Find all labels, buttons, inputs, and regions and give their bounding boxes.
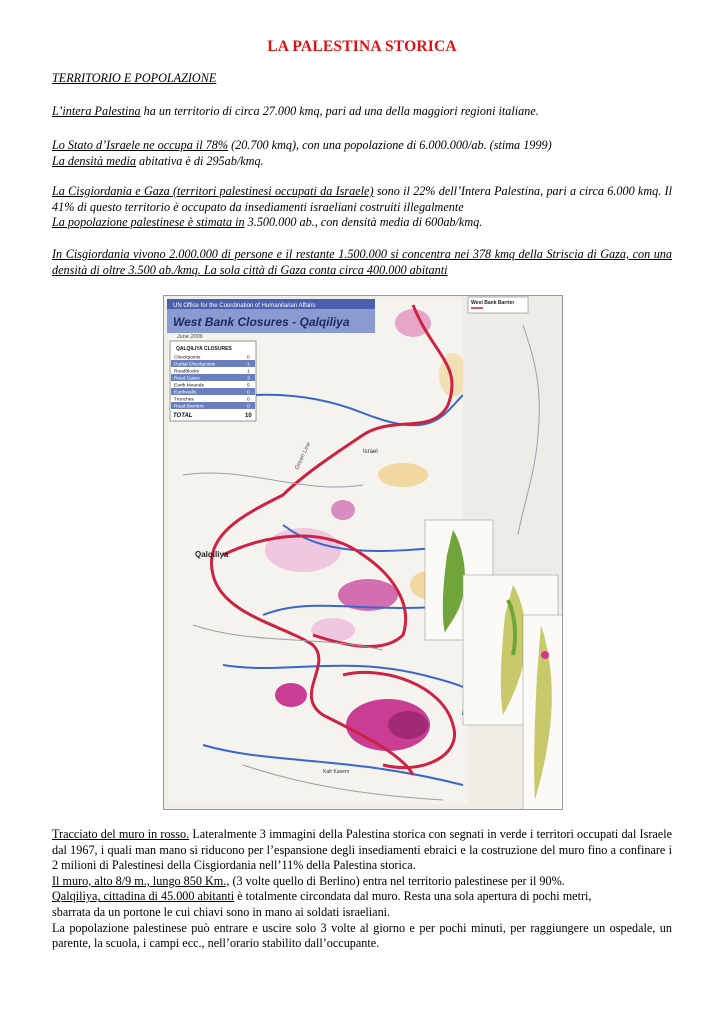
caption-text-3: è totalmente circondata dal muro. Resta una sola apertura di pochi metri,: [234, 889, 592, 904]
section-heading: [52, 71, 672, 87]
caption-text-5: La popolazione palestinese può entrare e uscire solo 3 volte al giorno e per pochi minuti, per raggiungere un ospedale, un parente, la scuola, i campi ecc., nell’orario stabilito dall’occupante.: [52, 920, 672, 951]
p4-text: In Cisgiordania vivono 2.000.000 di persone e il restante 1.500.000 si concentra nei 378 kmq della Striscia di Gaza, con una densità di oltre 3.500 ab./kmq. La sola città di Gaza conta circa 400.000 abitanti: [52, 247, 672, 277]
settlement-area: [388, 711, 428, 739]
p3-text-2: 3.500.000 ab., con densità media di 600ab/kmq.: [244, 215, 483, 230]
caption-text-4: sbarrata da un portone le cui chiavi sono in mano ai soldati israeliani.: [52, 904, 391, 919]
p3-underlined-2: La popolazione palestinese è stimata in: [52, 215, 245, 230]
closures-row-value: 3: [247, 376, 250, 382]
closures-row-label: Earth Mounds: [174, 383, 204, 389]
map-date: June 2006: [177, 334, 203, 340]
closures-row-value: 0: [247, 390, 250, 396]
map-header: UN Office for the Coordination of Humanitarian Affairs: [173, 303, 316, 309]
caption-underlined-1: Tracciato del muro in rosso.: [52, 827, 190, 841]
paragraph-2: [52, 138, 672, 169]
closures-table: [170, 341, 256, 421]
closures-table-title: QALQILIYA CLOSURES: [176, 346, 232, 352]
paragraph-1: [52, 104, 672, 120]
closures-row-label: Road Gates: [174, 376, 200, 382]
closures-row-value: 1: [247, 369, 250, 375]
paragraph-3: [52, 184, 672, 231]
israel-label: Israel: [363, 449, 378, 455]
closures-row-value: 5: [247, 383, 250, 389]
closures-row-value: 0: [247, 397, 250, 403]
settlement-area: [275, 683, 307, 707]
caption-block: [52, 827, 672, 952]
closures-row-label: Earthwalls: [174, 390, 197, 396]
settlement-area: [311, 618, 355, 642]
p2-underlined-1: Lo Stato d’Israele ne occupa il 78%: [52, 138, 229, 152]
p3-underlined-1: La Cisgiordania e Gaza (territori palestinesi occupati da Israele): [52, 184, 374, 198]
closures-row-label: Partial Checkpoints: [174, 362, 216, 368]
closures-row-label: Roadblocks: [174, 369, 200, 375]
page-title: LA PALESTINA STORICA: [267, 38, 457, 55]
caption-text-1: Lateralmente 3 immagini della Palestina storica con segnati in verde i territori occupati dal Israele dal 1967, i quali man mano si riducono per l’espansione degli insediamenti ebraici e la costruzione del muro fino a confinare i 2 milioni di Palestinesi della Cisgiordania nell’11% della Palestina storica.: [52, 827, 673, 873]
inset-legend-title: West Bank Barrier: [471, 300, 515, 306]
caption-text-2: (3 volte quello di Berlino) entra nel territorio palestinese per il 90%.: [229, 873, 565, 888]
map-title: West Bank Closures - Qalqiliya: [173, 315, 350, 329]
city-label: Qalqiliya: [195, 550, 229, 559]
caption-underlined-3: Qalqiliya, cittadina di 45.000 abitanti: [52, 889, 235, 904]
caption-underlined-2: Il muro, alto 8/9 m., lungo 850 Km.,: [52, 873, 230, 888]
paragraph-4: [52, 247, 672, 278]
village-area: [378, 463, 428, 487]
closures-row-value: 1: [247, 362, 250, 368]
closures-total-label: TOTAL: [173, 413, 193, 419]
closures-row-label: Trenches: [174, 397, 194, 403]
closures-row-value: 0: [247, 355, 250, 361]
closures-total-value: 10: [245, 413, 252, 419]
p2-text-2: abitativa è di 295ab/kmq.: [135, 153, 264, 168]
closures-row-label: Checkpoints: [174, 355, 201, 361]
closures-row-value: 0: [247, 404, 250, 410]
p2-text-1: (20.700 kmq), con una popolazione di 6.000.000/ab. (stima 1999): [228, 138, 552, 152]
section-heading-text: TERRITORIO E POPOLAZIONE: [52, 71, 217, 85]
green-line-label: Green Line: [294, 441, 313, 471]
mini-map-3-mark: [541, 651, 549, 659]
p1-underlined: L’intera Palestina: [52, 104, 141, 118]
kafr-kasem-label: Kafr Kasem: [323, 769, 350, 775]
closures-row-label: Road Barriers: [174, 404, 204, 410]
settlement-area: [331, 500, 355, 520]
p3-text-1: sono il 22% dell’Intera Palestina, pari a circa 6.000 kmq. Il 41% di questo territorio è occupato da insediamenti israeliani costruiti illegalmente: [52, 184, 672, 214]
west-bank-closures-map: [163, 295, 563, 810]
p2-underlined-2: La densità media: [52, 153, 136, 168]
p1-text: ha un territorio di circa 27.000 kmq, pari ad una della maggiori regioni italiane.: [140, 104, 539, 118]
